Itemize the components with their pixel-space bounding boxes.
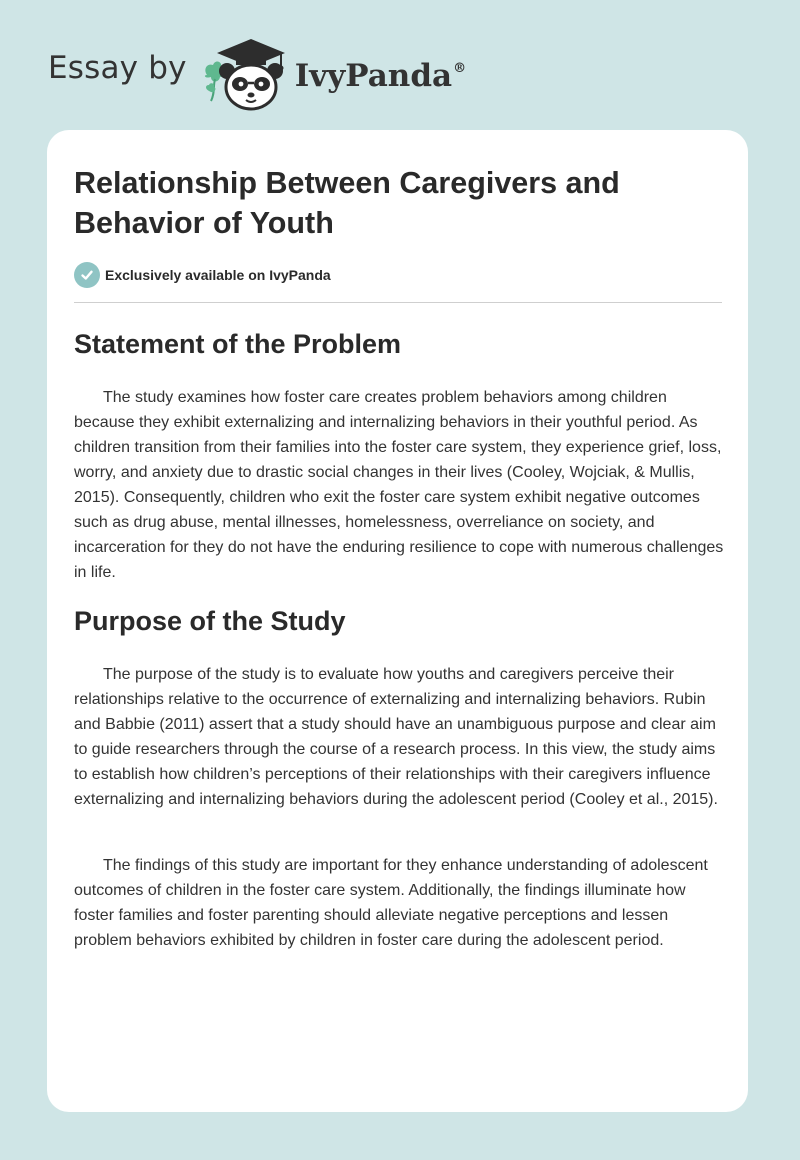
site-header [48, 34, 466, 114]
essay-by-label: Essay by [48, 50, 187, 86]
essay-card [47, 130, 748, 1112]
paragraph-problem: The study examines how foster care creates problem behaviors among children because they exhibit externalizing and internalizing behaviors in their youthful period. As children transition from their families into the foster care system, they experience grief, loss, worry, and anxiety due to drastic social changes in their lives (Cooley, Wojciak, & Mullis, 2015). Consequently, children who exit the foster care system exhibit negative outcomes such as drug abuse, mental illnesses, homelessness, overreliance on society, and incarceration for they do not have the enduring resilience to cope with numerous challenges in life. [74, 389, 724, 581]
check-circle-icon [74, 262, 100, 288]
divider [74, 302, 722, 303]
paragraph-purpose-2: The findings of this study are important for they enhance understanding of adolescent outcomes of children in the foster care system. Additionally, the findings illuminate how foster families and foster parenting should alleviate negative perceptions and lessen problem behaviors exhibited by children in foster care during the adolescent period. [74, 857, 708, 949]
brand-name[interactable] [295, 58, 466, 94]
page-title: Relationship Between Caregivers and Behavior of Youth [74, 166, 620, 240]
brand-text: IvyPanda [294, 58, 453, 94]
exclusive-badge [74, 262, 331, 288]
section-heading-purpose: Purpose of the Study [74, 606, 346, 636]
section-heading-problem: Statement of the Problem [74, 329, 402, 359]
registered-mark: ® [453, 61, 467, 76]
exclusive-label: Exclusively available on IvyPanda [105, 267, 331, 283]
panda-graduate-icon[interactable] [201, 35, 293, 113]
paragraph-purpose-1: The purpose of the study is to evaluate how youths and caregivers perceive their relationships relative to the occurrence of externalizing and internalizing behaviors. Rubin and Babbie (2011) assert that a study should have an unambiguous purpose and clear aim to guide researchers through the course of a research process. In this view, the study aims to establish how children’s perceptions of their relationships with their caregivers influence externalizing and internalizing behaviors during the adolescent period (Cooley et al., 2015). [74, 666, 718, 808]
